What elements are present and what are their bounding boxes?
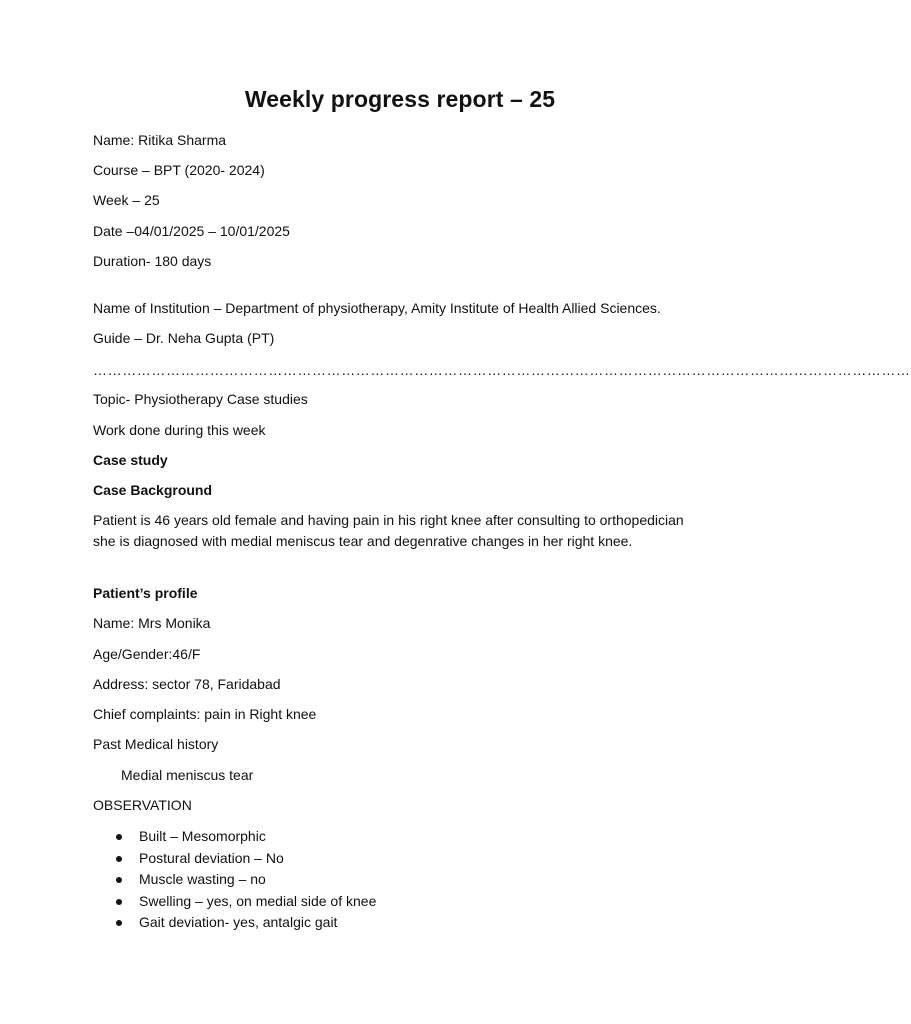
date-line: Date –04/01/2025 – 10/01/2025 bbox=[93, 223, 290, 239]
course-line: Course – BPT (2020- 2024) bbox=[93, 162, 265, 178]
duration-line: Duration- 180 days bbox=[93, 253, 212, 269]
bullet-icon bbox=[116, 899, 122, 905]
list-item: Built – Mesomorphic bbox=[93, 826, 376, 848]
work-done-line: Work done during this week bbox=[93, 422, 266, 438]
week-line: Week – 25 bbox=[93, 192, 160, 208]
patient-name: Name: Mrs Monika bbox=[93, 615, 211, 631]
list-item: Gait deviation- yes, antalgic gait bbox=[93, 912, 376, 934]
page-title: Weekly progress report – 25 bbox=[244, 86, 556, 112]
case-background-heading: Case Background bbox=[93, 482, 213, 498]
observation-list bbox=[93, 826, 376, 934]
bullet-icon bbox=[116, 920, 122, 926]
case-background-paragraph: Patient is 46 years old female and having pain in his right knee after consulting to orthopedician she is diagnosed with medial meniscus tear and degenrative changes in her right knee. bbox=[93, 512, 684, 549]
past-medical-history-value: Medial meniscus tear bbox=[121, 767, 254, 783]
bullet-icon bbox=[116, 834, 122, 840]
patient-address: Address: sector 78, Faridabad bbox=[93, 676, 281, 692]
institution-line: Name of Institution – Department of physiotherapy, Amity Institute of Health Allied Sciences. bbox=[93, 300, 661, 316]
past-medical-history-label: Past Medical history bbox=[93, 736, 219, 752]
list-item: Postural deviation – No bbox=[93, 848, 376, 870]
topic-line: Topic- Physiotherapy Case studies bbox=[93, 391, 308, 407]
guide-line: Guide – Dr. Neha Gupta (PT) bbox=[93, 330, 275, 346]
bullet-icon bbox=[116, 877, 122, 883]
dotted-separator: …………………………………………………………………………………………………………………………………………………… bbox=[93, 362, 911, 378]
student-name: Name: Ritika Sharma bbox=[93, 132, 227, 148]
list-item: Swelling – yes, on medial side of knee bbox=[93, 891, 376, 913]
observation-heading: OBSERVATION bbox=[93, 797, 192, 813]
case-study-heading: Case study bbox=[93, 452, 168, 468]
patient-profile-heading: Patient’s profile bbox=[93, 585, 198, 601]
chief-complaints: Chief complaints: pain in Right knee bbox=[93, 706, 317, 722]
patient-age-gender: Age/Gender:46/F bbox=[93, 646, 201, 662]
list-item: Muscle wasting – no bbox=[93, 869, 376, 891]
bullet-icon bbox=[116, 856, 122, 862]
